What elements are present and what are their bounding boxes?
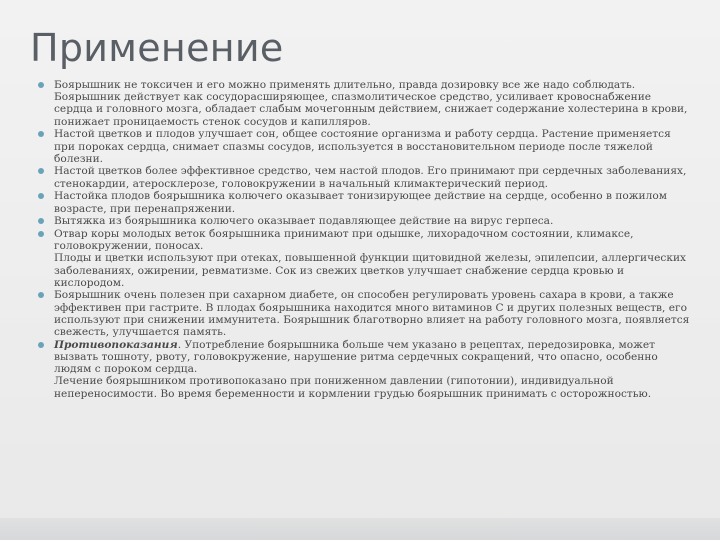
bullet-item [36,228,691,289]
contraindications-heading: Противопоказания [54,338,178,351]
bullet-dot-icon [38,168,44,174]
bullet-dot-icon [38,193,44,199]
bullet-item-contraindications [36,339,691,400]
bullet-item [36,190,691,214]
bullet-dot-icon [38,231,44,237]
bullet-item [36,165,691,189]
bullet-text-continued: Лечение боярышником противопоказано при пониженном давлении (гипотонии), индивидуальной непереносимости. Во время беременности и кормлении грудью боярышник принимать с осторожностью. [54,375,652,400]
bullet-text: Боярышник не токсичен и его можно применять длительно, правда дозировку все же надо соблюдать. Боярышник действует как сосудорасширяющее, спазмолитическое средство, усиливает кровоснабжение сердца и головного мозга, обладает слабым мочегонным действием, снижает содержание холестерина в крови, понижает проницаемость стенок сосудов и капилляров. [54,79,688,128]
bullet-dot-icon [38,82,44,88]
bullet-item [36,128,691,165]
bullet-item [36,289,691,338]
bottom-band [0,518,720,540]
bullet-text: Вытяжка из боярышника колючего оказывает подавляющее действие на вирус герпеса. [54,215,554,228]
bullet-text: Настой цветков и плодов улучшает сон, общее состояние организма и работу сердца. Растение применяется при пороках сердца, снимает спазмы сосудов, используется в восстановительном периоде после тяжелой болезни. [54,128,671,165]
contraindications-text: . Употребление боярышника больше чем указано в рецептах, передозировка, может вызвать тошноту, рвоту, головокружение, нарушение ритма сердечных сокращений, что опасно, особенно людям с пороком сердца. [54,338,658,376]
bullet-text: Настой цветков более эффективное средство, чем настой плодов. Его принимают при сердечных заболеваниях, стенокардии, атеросклерозе, головокружении в начальный климактерический период. [54,165,687,190]
bullet-dot-icon [38,292,44,298]
bullet-text: Настойка плодов боярышника колючего оказывает тонизирующее действие на сердце, особенно в пожилом возрасте, при перенапряжении. [54,190,667,215]
bullet-dot-icon [38,218,44,224]
bullet-text [54,339,691,376]
bullet-text-continued: Плоды и цветки используют при отеках, повышенной функции щитовидной железы, эпилепсии, аллергических заболеваниях, ожирении, ревматизме. Сок из свежих цветков улучшает снабжение сердца кровью и кислородом. [54,252,686,289]
bullet-text: Отвар коры молодых веток боярышника принимают при одышке, лихорадочном состоянии, климаксе, головокружении, поносах. [54,227,634,253]
bullet-item [36,215,691,227]
bullet-text: Боярышник очень полезен при сахарном диабете, он способен регулировать уровень сахара в крови, а также эффективен при гастрите. В плодах боярышника находится много витаминов С и других полезных веществ, его используют при снижении иммунитета. Боярышник благотворно влияет на работу головного мозга, появляется свежесть, улучшается память. [54,289,690,339]
slide-title: Применение [30,26,284,70]
bullet-dot-icon [38,131,44,137]
bullet-item [36,79,691,128]
bullet-dot-icon [38,342,44,348]
bullet-list [36,79,691,400]
